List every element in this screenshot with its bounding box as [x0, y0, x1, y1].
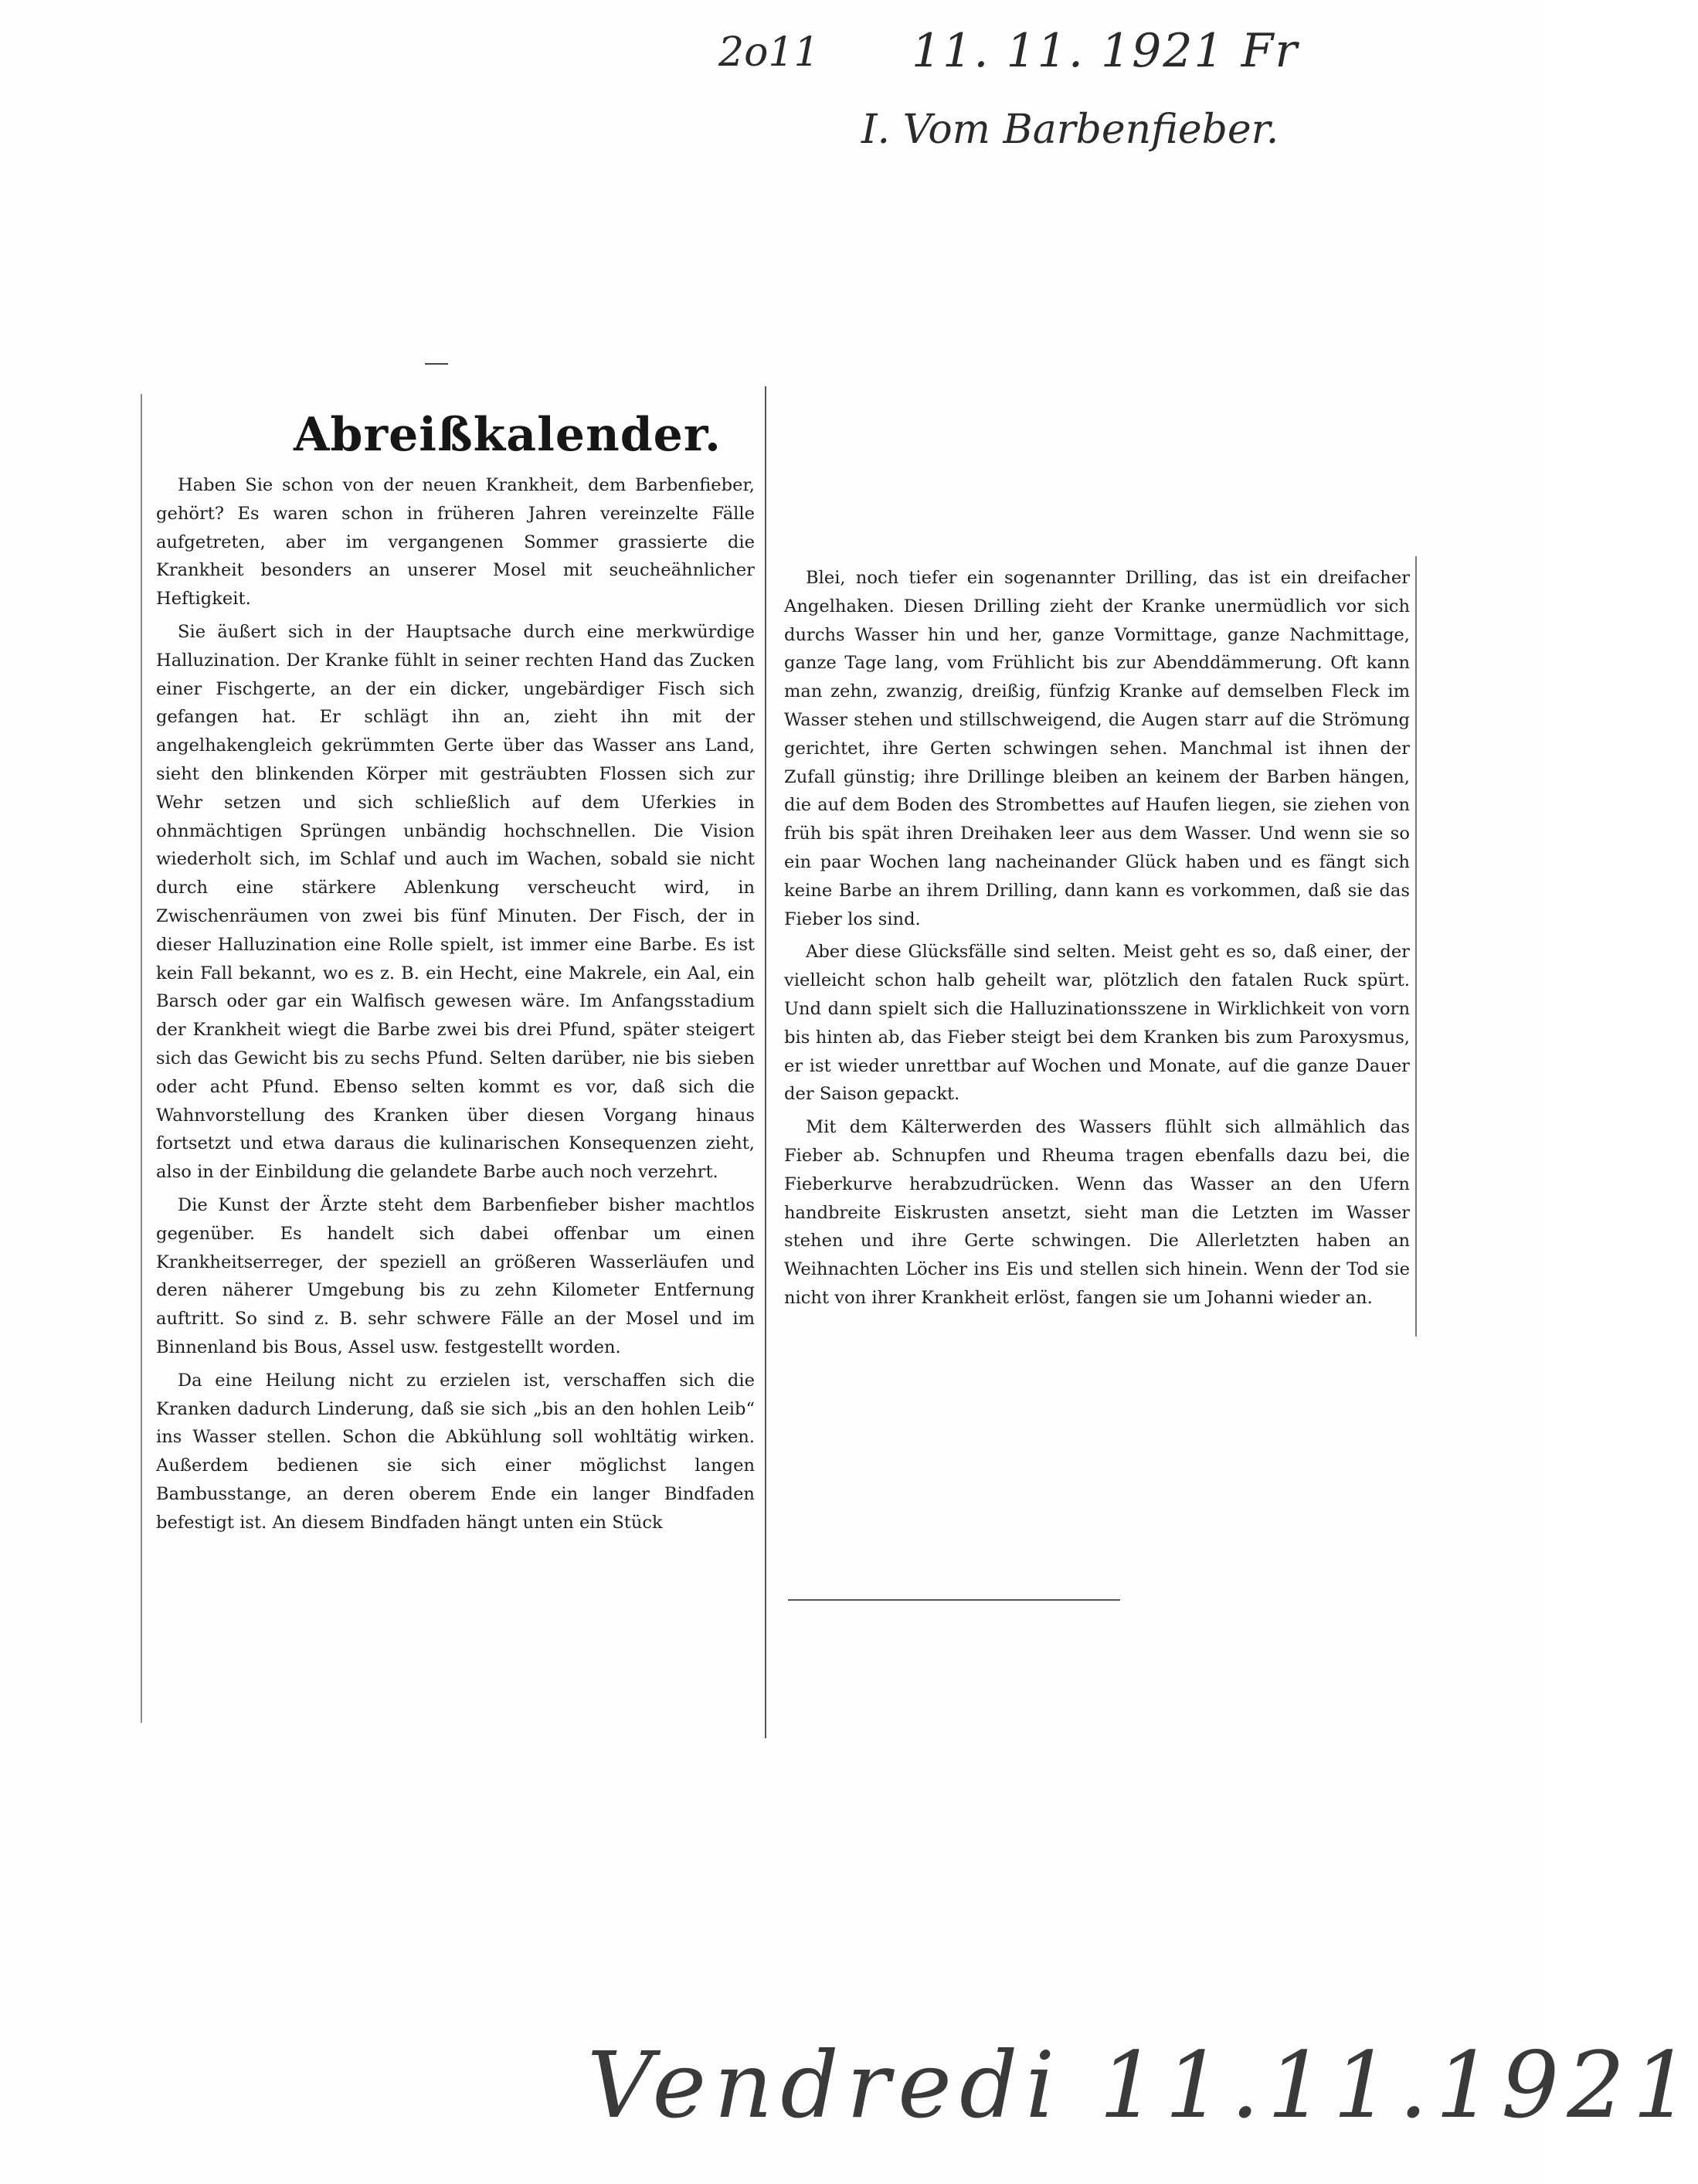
newspaper-clipping [139, 363, 1421, 1746]
left-column [156, 471, 755, 1541]
paragraph: Da eine Heilung nicht zu erzielen ist, verschaffen sich die Kranken dadurch Linderung, daß sie sich „bis an den hohlen Leib“ ins Wasser stellen. Schon die Abkühlung soll wohltätig wirken. Außerdem bedienen sie sich einer möglichst langen Bambusstange, an deren oberem Ende ein langer Bindfaden befestigt ist. An diesem Bindfaden hängt unten ein Stück [156, 1370, 755, 1533]
paragraph: Mit dem Kälterwerden des Wassers flühlt sich allmählich das Fieber ab. Schnupfen und Rheuma tragen ebenfalls dazu bei, die Fieberkurve herabzudrücken. Wenn das Wasser an den Ufern handbreite Eiskrusten ansetzt, sieht man die Letzten im Wasser stehen und ihre Gerte schwingen. Die Allerletzten haben an Weihnachten Löcher ins Eis und stellen sich hinein. Wenn der Tod sie nicht von ihrer Krankheit erlöst, fangen sie um Johanni wieder an. [784, 1117, 1410, 1308]
article-headline: Abreißkalender. [294, 408, 722, 462]
handwritten-subtitle: I. Vom Barbenfieber. [861, 107, 1279, 153]
right-column-border [1415, 556, 1417, 1337]
handwritten-date: 11. 11. 1921 Fr [912, 24, 1299, 78]
paragraph: Blei, noch tiefer ein sogenannter Drilling, das ist ein dreifacher Angelhaken. Diesen Drilling zieht der Kranke unermüdlich vor sich durchs Wasser hin und her, ganze Vormittage, ganze Nachmittage, ganze Tage lang, vom Frühlicht bis zur Abenddämmerung. Oft kann man zehn, zwanzig, dreißig, fünfzig Kranke auf demselben Fleck im Wasser stehen und stillschweigend, die Augen starr auf die Strömung gerichtet, ihre Gerten schwingen sehen. Manchmal ist ihnen der Zufall günstig; ihre Drillinge bleiben an keinem der Barben hängen, die auf dem Boden des Strombettes auf Haufen liegen, sie ziehen von früh bis spät ihren Dreihaken leer aus dem Wasser. Und wenn sie so ein paar Wochen lang nacheinander Glück haben und es fängt sich keine Barbe an ihrem Drilling, dann kann es vorkommen, daß sie das Fieber los sind. [784, 568, 1410, 929]
paragraph: Aber diese Glücksfälle sind selten. Meist geht es so, daß einer, der vielleicht schon halb geheilt war, plötzlich den fatalen Ruck spürt. Und dann spielt sich die Halluzinationsszene in Wirklichkeit von vorn bis hinten ab, das Fieber steigt bei dem Kranken bis zum Paroxysmus, er ist wieder unrettbar auf Wochen und Monate, auf die ganze Dauer der Saison gepackt. [784, 942, 1410, 1105]
handwritten-archive-id: 2o11 [718, 29, 820, 76]
left-column-border [141, 394, 142, 1723]
top-rule [425, 363, 448, 365]
paragraph: Sie äußert sich in der Hauptsache durch eine merkwürdige Halluzination. Der Kranke fühlt in seiner rechten Hand das Zucken einer Fischgerte, an der ein dicker, ungebärdiger Fisch sich gefangen hat. Er schlägt ihn an, zieht ihn mit der angelhakengleich gekrümmten Gerte über das Wasser ans Land, sieht den blinkenden Körper mit gesträubten Flossen sich zur Wehr setzen und sich schließlich auf dem Uferkies in ohnmächtigen Sprüngen unbändig hochschnellen. Die Vision wiederholt sich, im Schlaf und auch im Wachen, sobald sie nicht durch eine stärkere Ablenkung verscheucht wird, in Zwischenräumen von zwei bis fünf Minuten. Der Fisch, der in dieser Halluzination eine Rolle spielt, ist immer eine Barbe. Es ist kein Fall bekannt, wo es z. B. ein Hecht, eine Makrele, ein Aal, ein Barsch oder gar ein Walfisch gewesen wäre. Im Anfangsstadium der Krankheit wiegt die Barbe zwei bis drei Pfund, später steigert sich das Gewicht bis zu sechs Pfund. Selten darüber, nie bis sieben oder acht Pfund. Ebenso selten kommt es vor, daß sich die Wahnvorstellung des Kranken über diesen Vorgang hinaus fortsetzt und etwa daraus die kulinarischen Konsequenzen zieht, also in der Einbildung die gelandete Barbe auch noch verzehrt. [156, 621, 755, 1183]
end-rule [788, 1599, 1120, 1601]
paragraph: Haben Sie schon von der neuen Krankheit, dem Barbenfieber, gehört? Es waren schon in früheren Jahren vereinzelte Fälle aufgetreten, aber im vergangenen Sommer grassierte die Krankheit besonders an unserer Mosel mit seucheähnlicher Heftigkeit. [156, 475, 755, 610]
paragraph: Die Kunst der Ärzte steht dem Barbenfieber bisher machtlos gegenüber. Es handelt sich dabei offenbar um einen Krankheitserreger, der speziell an größeren Wasserläufen und deren näherer Umgebung bis zu zehn Kilometer Entfernung auftritt. So sind z. B. sehr schwere Fälle an der Mosel und im Binnenland bis Bous, Assel usw. festgestellt worden. [156, 1194, 755, 1357]
right-column [784, 564, 1410, 1317]
handwritten-footer-date: Vendredi 11.11.1921 [587, 2032, 1698, 2138]
column-divider [765, 386, 766, 1738]
